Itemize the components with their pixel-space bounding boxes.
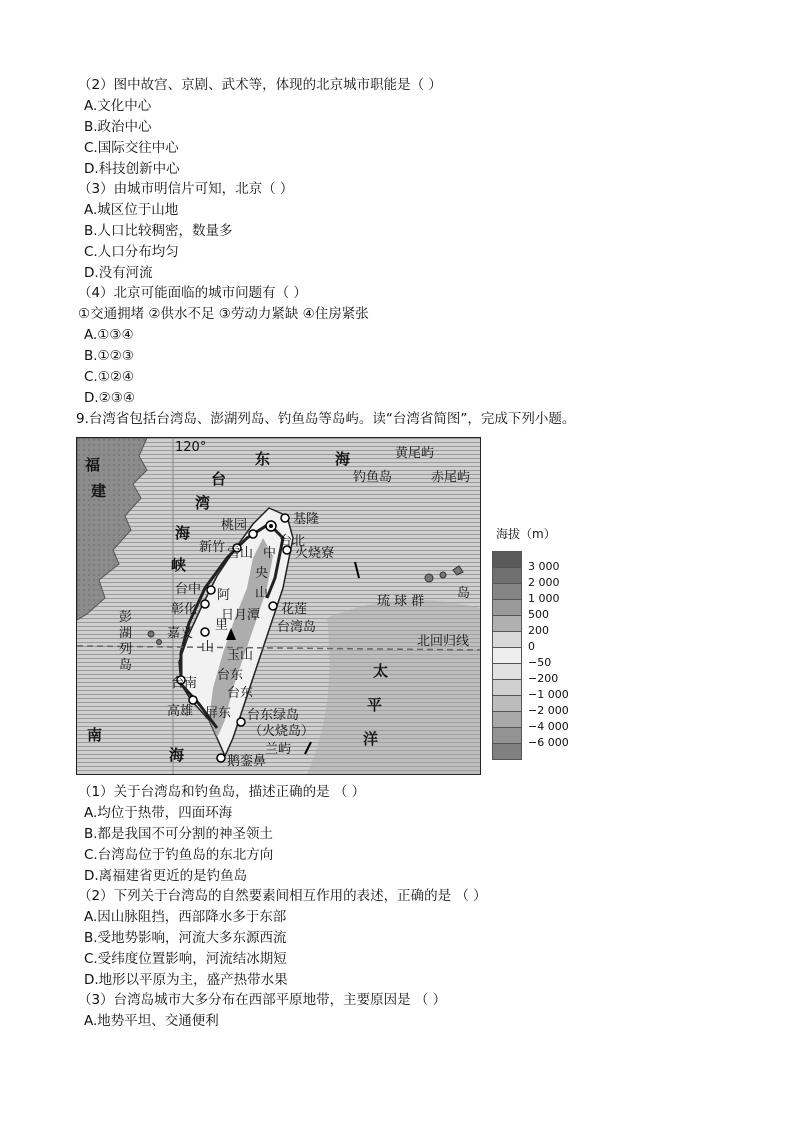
longitude-120-label: 120°: [175, 440, 207, 455]
penghu-label-1: 彭: [119, 610, 133, 625]
huoshaoliao-label: 火烧寮: [295, 546, 335, 561]
legend-label: −6 000: [528, 736, 569, 749]
q9-1-option-b: B.都是我国不可分割的神圣领土: [84, 826, 274, 842]
legend-swatch: [492, 599, 522, 616]
q8-2-option-c: C.国际交往中心: [84, 140, 179, 156]
south-sea-label-2: 海: [169, 746, 185, 764]
q8-4-option-c: C.①②④: [84, 369, 135, 385]
taibei-label: 台北: [279, 534, 306, 549]
hualian-label: 花莲: [281, 602, 308, 617]
alishan-label-1: 阿: [217, 588, 231, 603]
ryukyu-label: 琉 球 群: [377, 594, 425, 609]
pacific-label-1: 太: [373, 662, 389, 680]
gaoxiong-label: 高雄: [167, 704, 194, 719]
penghu-label-3: 列: [119, 642, 133, 657]
q8-4-option-a: A.①③④: [84, 327, 134, 343]
legend-label: 0: [528, 640, 535, 653]
fujian-label-1: 福: [85, 456, 101, 474]
q9-intro: 9.台湾省包括台湾岛、澎湖列岛、钓鱼岛等岛屿。读“台湾省简图”，完成下列小题。: [76, 411, 576, 427]
taidong-mountain-label: 台东: [217, 668, 244, 683]
ryukyu-label-2: 岛: [457, 586, 471, 601]
taidong-city-label: 台东: [227, 686, 254, 701]
q8-2-option-b: B.政治中心: [84, 119, 152, 135]
south-sea-label-1: 南: [87, 726, 103, 744]
alishan-label-2: 里: [215, 618, 229, 633]
q9-1-option-a: A.均位于热带，四面环海: [84, 805, 233, 821]
legend-label: 2 000: [528, 576, 560, 589]
q8-3-option-a: A.城区位于山地: [84, 202, 179, 218]
taiwan-island-label: 台湾岛: [277, 620, 317, 635]
q9-1-option-c: C.台湾岛位于钓鱼岛的东北方向: [84, 847, 274, 863]
legend-swatch: [492, 695, 522, 712]
q8-3-option-d: D.没有河流: [84, 265, 153, 281]
east-sea-label-1: 东: [255, 450, 271, 468]
legend-swatch: [492, 647, 522, 664]
legend-swatch: [492, 711, 522, 728]
pacific-label-3: 洋: [363, 730, 379, 748]
q8-3-option-b: B.人口比较稠密，数量多: [84, 223, 233, 239]
zhanghua-label: 彰化: [171, 602, 198, 617]
strait-label-2: 湾: [195, 494, 211, 512]
tainan-label: 台南: [171, 676, 198, 691]
zhongyang-label-2: 央: [255, 566, 269, 581]
elevation-legend: [490, 525, 600, 765]
legend-title: 海拔（m）: [496, 527, 556, 541]
penghu-label-4: 岛: [119, 658, 133, 673]
legend-label: −50: [528, 656, 552, 669]
strait-label-1: 台: [211, 470, 227, 488]
q9-2-option-c: C.受纬度位置影响，河流结冰期短: [84, 951, 287, 967]
alishan-label-3: 山: [201, 640, 215, 655]
q9-3-stem: （3）台湾岛城市大多分布在西部平原地带，主要原因是 （ ）: [78, 992, 447, 1008]
xinzhu-label: 新竹: [199, 540, 226, 555]
legend-label: 1 000: [528, 592, 560, 605]
q9-1-option-d: D.离福建省更近的是钓鱼岛: [84, 868, 248, 884]
zhongyang-label-3: 山: [255, 586, 269, 601]
q8-4-option-d: D.②③④: [84, 390, 135, 406]
q8-2-stem: （2）图中故宫、京剧、武术等，体现的北京城市职能是（ ）: [78, 77, 442, 93]
legend-swatch: [492, 727, 522, 744]
q8-3-stem: （3）由城市明信片可知，北京（ ）: [78, 181, 294, 197]
taiwan-map: [76, 437, 481, 775]
legend-swatch: [492, 615, 522, 632]
pacific-label-2: 平: [367, 696, 383, 714]
eluanbi-label: 鹅銮鼻: [227, 754, 267, 769]
q8-2-option-d: D.科技创新中心: [84, 161, 180, 177]
huangweiyu-label: 黄尾屿: [395, 446, 435, 461]
jilong-label: 基隆: [293, 512, 320, 527]
huoshaodao-label: （火烧岛）: [249, 724, 315, 739]
legend-label: −2 000: [528, 704, 569, 717]
q8-4-option-b: B.①②③: [84, 348, 134, 364]
legend-label: 3 000: [528, 560, 560, 573]
taizhong-label: 台中: [175, 582, 202, 597]
legend-swatch: [492, 743, 522, 760]
east-sea-label-2: 海: [335, 450, 351, 468]
q8-4-items: ①交通拥堵 ②供水不足 ③劳动力紧缺 ④住房紧张: [78, 306, 369, 322]
q9-2-option-d: D.地形以平原为主，盛产热带水果: [84, 972, 288, 988]
legend-label: 500: [528, 608, 549, 621]
legend-swatch: [492, 631, 522, 648]
diaoyudao-label: 钓鱼岛: [353, 470, 393, 485]
yushan-label: 玉山: [227, 648, 254, 663]
q8-3-option-c: C.人口分布均匀: [84, 244, 179, 260]
q9-2-option-b: B.受地势影响，河流大多东源西流: [84, 930, 287, 946]
legend-swatch: [492, 567, 522, 584]
legend-swatch: [492, 679, 522, 696]
fujian-label-2: 建: [91, 482, 107, 500]
legend-swatch: [492, 583, 522, 600]
penghu-label-2: 湖: [119, 626, 133, 641]
legend-label: −200: [528, 672, 559, 685]
strait-label-4: 峡: [171, 556, 187, 574]
lvdao-label: 台东绿岛: [247, 708, 300, 723]
legend-swatch: [492, 551, 522, 568]
chiweiyu-label: 赤尾屿: [431, 470, 471, 485]
xueshan-label: 雪山: [227, 546, 254, 561]
zhongyang-label-1: 中: [263, 546, 277, 561]
q9-2-option-a: A.因山脉阻挡，西部降水多于东部: [84, 909, 287, 925]
q9-1-stem: （1）关于台湾岛和钓鱼岛，描述正确的是 （ ）: [78, 784, 366, 800]
legend-label: −4 000: [528, 720, 569, 733]
legend-swatch: [492, 663, 522, 680]
lanyu-label: 兰屿: [265, 742, 292, 757]
legend-label: 200: [528, 624, 549, 637]
q9-3-option-a: A.地势平坦、交通便利: [84, 1013, 219, 1029]
taoyuan-label: 桃园: [221, 518, 248, 533]
strait-label-3: 海: [175, 524, 191, 542]
tropic-of-cancer-label: 北回归线: [417, 634, 470, 649]
jiayi-label: 嘉义: [167, 626, 194, 641]
riyuetan-label: 日月潭: [221, 608, 261, 623]
legend-label: −1 000: [528, 688, 569, 701]
pingdong-label: 屏东: [205, 706, 232, 721]
q8-2-option-a: A.文化中心: [84, 98, 152, 114]
q8-4-stem: （4）北京可能面临的城市问题有（ ）: [78, 285, 307, 301]
q9-2-stem: （2）下列关于台湾岛的自然要素间相互作用的表述，正确的是 （ ）: [78, 888, 487, 904]
